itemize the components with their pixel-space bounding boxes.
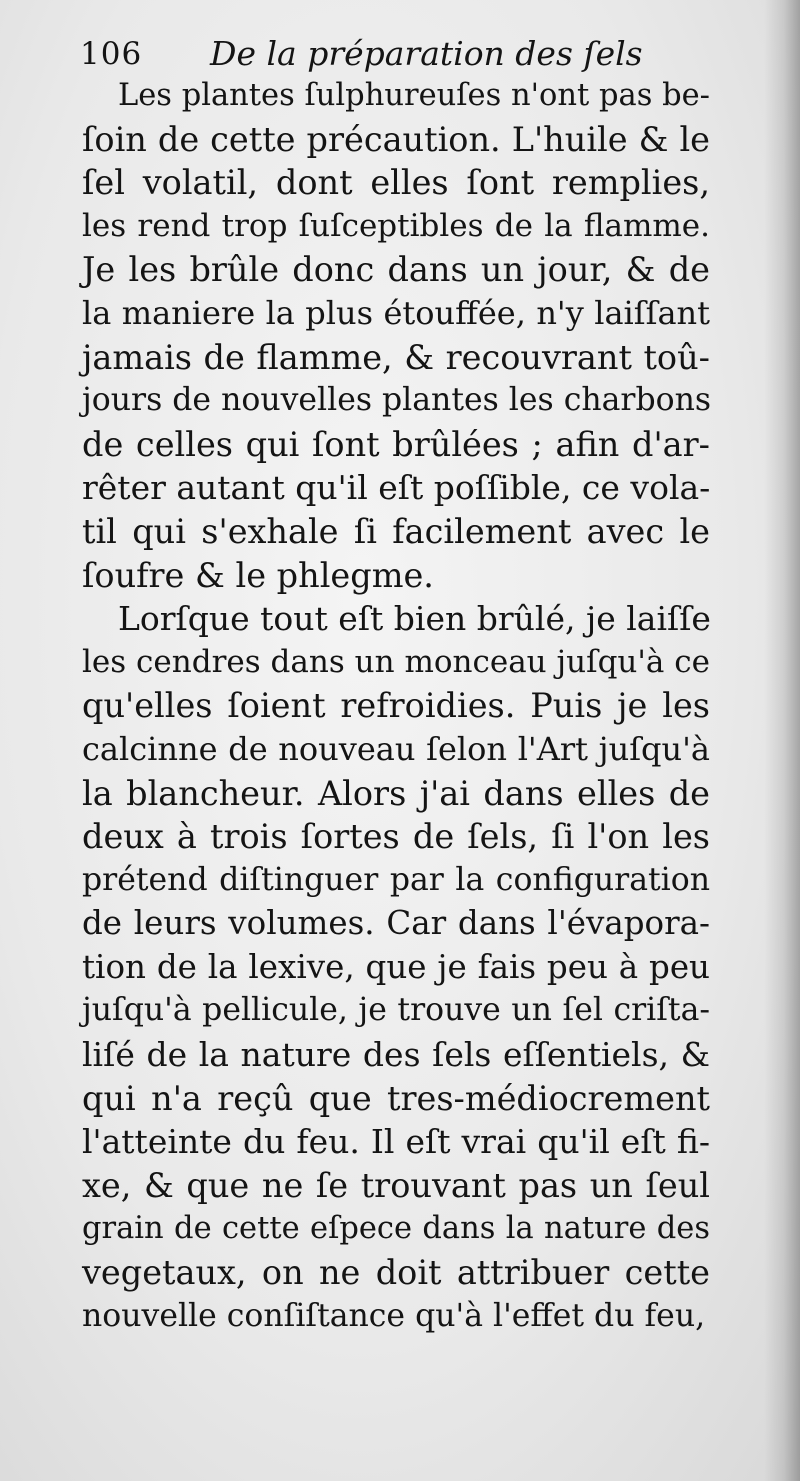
page-gutter-shadow: [764, 0, 800, 1481]
text-line: qu'elles ſoient refroidies. Puis je les: [82, 686, 710, 726]
running-title: De la préparation des ſels: [210, 34, 643, 73]
text-line: prétend diſtinguer par la configuration: [82, 861, 710, 898]
text-line: til qui s'exhale ſi facilement avec le: [82, 511, 710, 551]
text-line: l'atteinte du feu. Il eſt vrai qu'il eſt fi-: [82, 1122, 710, 1162]
text-line: grain de cette eſpece dans la nature des: [82, 1211, 710, 1247]
text-line: jours de nouvelles plantes les charbons: [82, 382, 712, 419]
text-line: liſé de la nature des ſels eſſentiels, &: [82, 1035, 710, 1075]
paragraph-first-line: Les plantes ſulphureuſes n'ont pas be-: [118, 78, 710, 113]
text-line: ſoufre & le phlegme.: [82, 555, 434, 595]
text-line: les cendres dans un monceau juſqu'à ce: [82, 643, 710, 680]
body-text: [82, 74, 710, 1338]
text-line: jamais de flamme, & recouvrant toû-: [82, 337, 710, 377]
text-line: vegetaux, on ne doit attribuer cette: [82, 1253, 710, 1293]
page-header: [80, 34, 720, 78]
text-line: deux à trois ſortes de ſels, ſi l'on les: [82, 817, 710, 857]
page-number: 106: [80, 36, 143, 72]
text-line: rêter autant qu'il eſt poſſible, ce vola-: [82, 468, 711, 508]
text-line: ſoin de cette précaution. L'huile & le: [82, 119, 710, 159]
text-line: calcinne de nouveau ſelon l'Art juſqu'à: [82, 729, 710, 768]
text-line: xe, & que ne ſe trouvant pas un ſeul: [82, 1165, 710, 1205]
text-line: juſqu'à pellicule, je trouve un ſel criſta-: [82, 992, 710, 1029]
text-line: les rend trop ſuſceptibles de la flamme.: [82, 207, 710, 244]
text-line: tion de la lexive, que je fais peu à peu: [82, 947, 710, 986]
text-line: la blancheur. Alors j'ai dans elles de: [82, 773, 710, 813]
text-line: la maniere la plus étouffée, n'y laiſſant: [82, 293, 710, 332]
text-line: ſel volatil, dont elles ſont remplies,: [82, 163, 710, 203]
text-line: nouvelle conſiſtance qu'à l'effet du feu,: [82, 1297, 706, 1334]
text-line: de celles qui ſont brûlées ; afin d'ar-: [82, 424, 710, 464]
text-line: de leurs volumes. Car dans l'évapora-: [82, 904, 710, 943]
paragraph-first-line: Lorſque tout eſt bien brûlé, je laiſſe: [118, 599, 711, 639]
text-line: qui n'a reçû que tres-médiocrement: [82, 1078, 710, 1118]
text-line: Je les brûle donc dans un jour, & de: [82, 250, 710, 290]
